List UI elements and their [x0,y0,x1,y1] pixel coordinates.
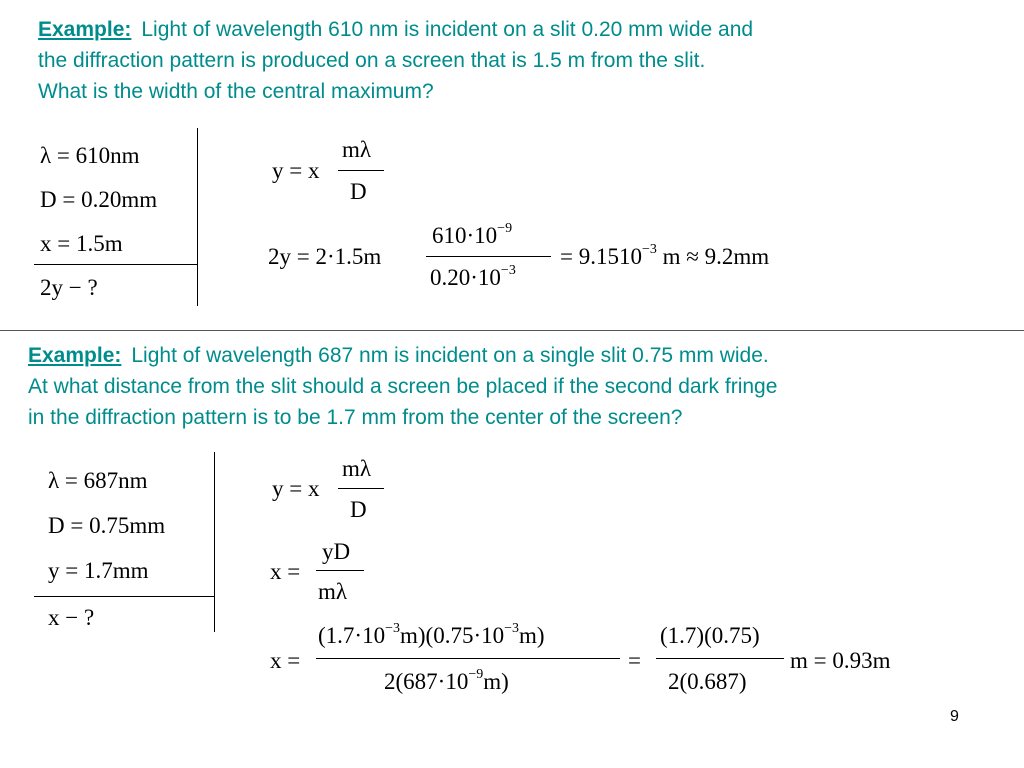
page-number: 9 [950,708,959,725]
given-divider-vertical [214,452,215,632]
calc-denominator-2: 2(0.687) [668,669,747,694]
formula-lhs: y = x [272,476,320,501]
section-divider [0,330,1024,331]
example2-line3: in the diffraction pattern is to be 1.7 mm from the center of the screen? [28,406,683,429]
given-distance: x = 1.5m [40,231,123,256]
calc-denominator: $0.20\cdot 10^{-3}$ [430,263,516,290]
calc-result: m = 0.93m [790,648,891,673]
example2-problem [28,340,777,433]
equals-sign: = [628,648,641,673]
fraction-bar [338,170,384,171]
given-divider-vertical [197,128,198,306]
fraction-bar [316,658,620,659]
unknown: x − ? [48,605,95,630]
example2-line1: Example: Light of wavelength 687 nm is incident on a single slit 0.75 mm wide. [28,344,769,367]
fraction-bar [426,256,551,257]
fraction-bar [656,658,784,659]
calc-numerator-2: (1.7)(0.75) [660,623,760,648]
given-divider-horizontal [34,596,214,597]
formula-lhs: x = [270,559,301,584]
given-wavelength: λ = 687nm [48,468,148,493]
calc-numerator: $610\cdot 10^{-9}$ [432,221,513,248]
example1-line3: What is the width of the central maximum? [38,80,434,103]
calc-lhs: x = [270,648,301,673]
calc-result: = $9.1510^{-3}$ m ≈ 9.2mm [560,242,770,269]
formula-lhs: y = x [272,158,320,183]
given-divider-horizontal [34,264,197,265]
formula-numerator: mλ [342,456,372,481]
given-fringe-distance: y = 1.7mm [48,558,149,583]
given-slit-width: D = 0.20mm [40,187,158,212]
example2-line2: At what distance from the slit should a screen be placed if the second dark fringe [28,375,778,398]
formula-denominator: D [350,497,367,522]
example1-line1: Example: Light of wavelength 610 nm is incident on a slit 0.20 mm wide and [38,18,754,41]
formula-numerator: mλ [342,137,372,162]
example1-problem [38,14,753,107]
fraction-bar [316,570,364,571]
example1-line2: the diffraction pattern is produced on a screen that is 1.5 m from the slit. [38,49,706,72]
formula-denominator: D [350,179,367,204]
formula-denominator: mλ [318,579,348,604]
calc-numerator: $(1.7\cdot 10^{-3}m)(0.75\cdot 10^{-3}m)$ [318,621,545,648]
example1-keyword: Example: [38,18,132,41]
fraction-bar [338,488,384,489]
given-slit-width: D = 0.75mm [48,513,166,538]
unknown: 2y − ? [40,275,98,300]
calc-lhs: 2y = 2·1.5m [268,244,382,269]
example2-keyword: Example: [28,344,122,367]
given-wavelength: λ = 610nm [40,143,140,168]
formula-numerator: yD [322,539,351,564]
calc-denominator: $2(687\cdot 10^{-9}m)$ [384,667,509,694]
